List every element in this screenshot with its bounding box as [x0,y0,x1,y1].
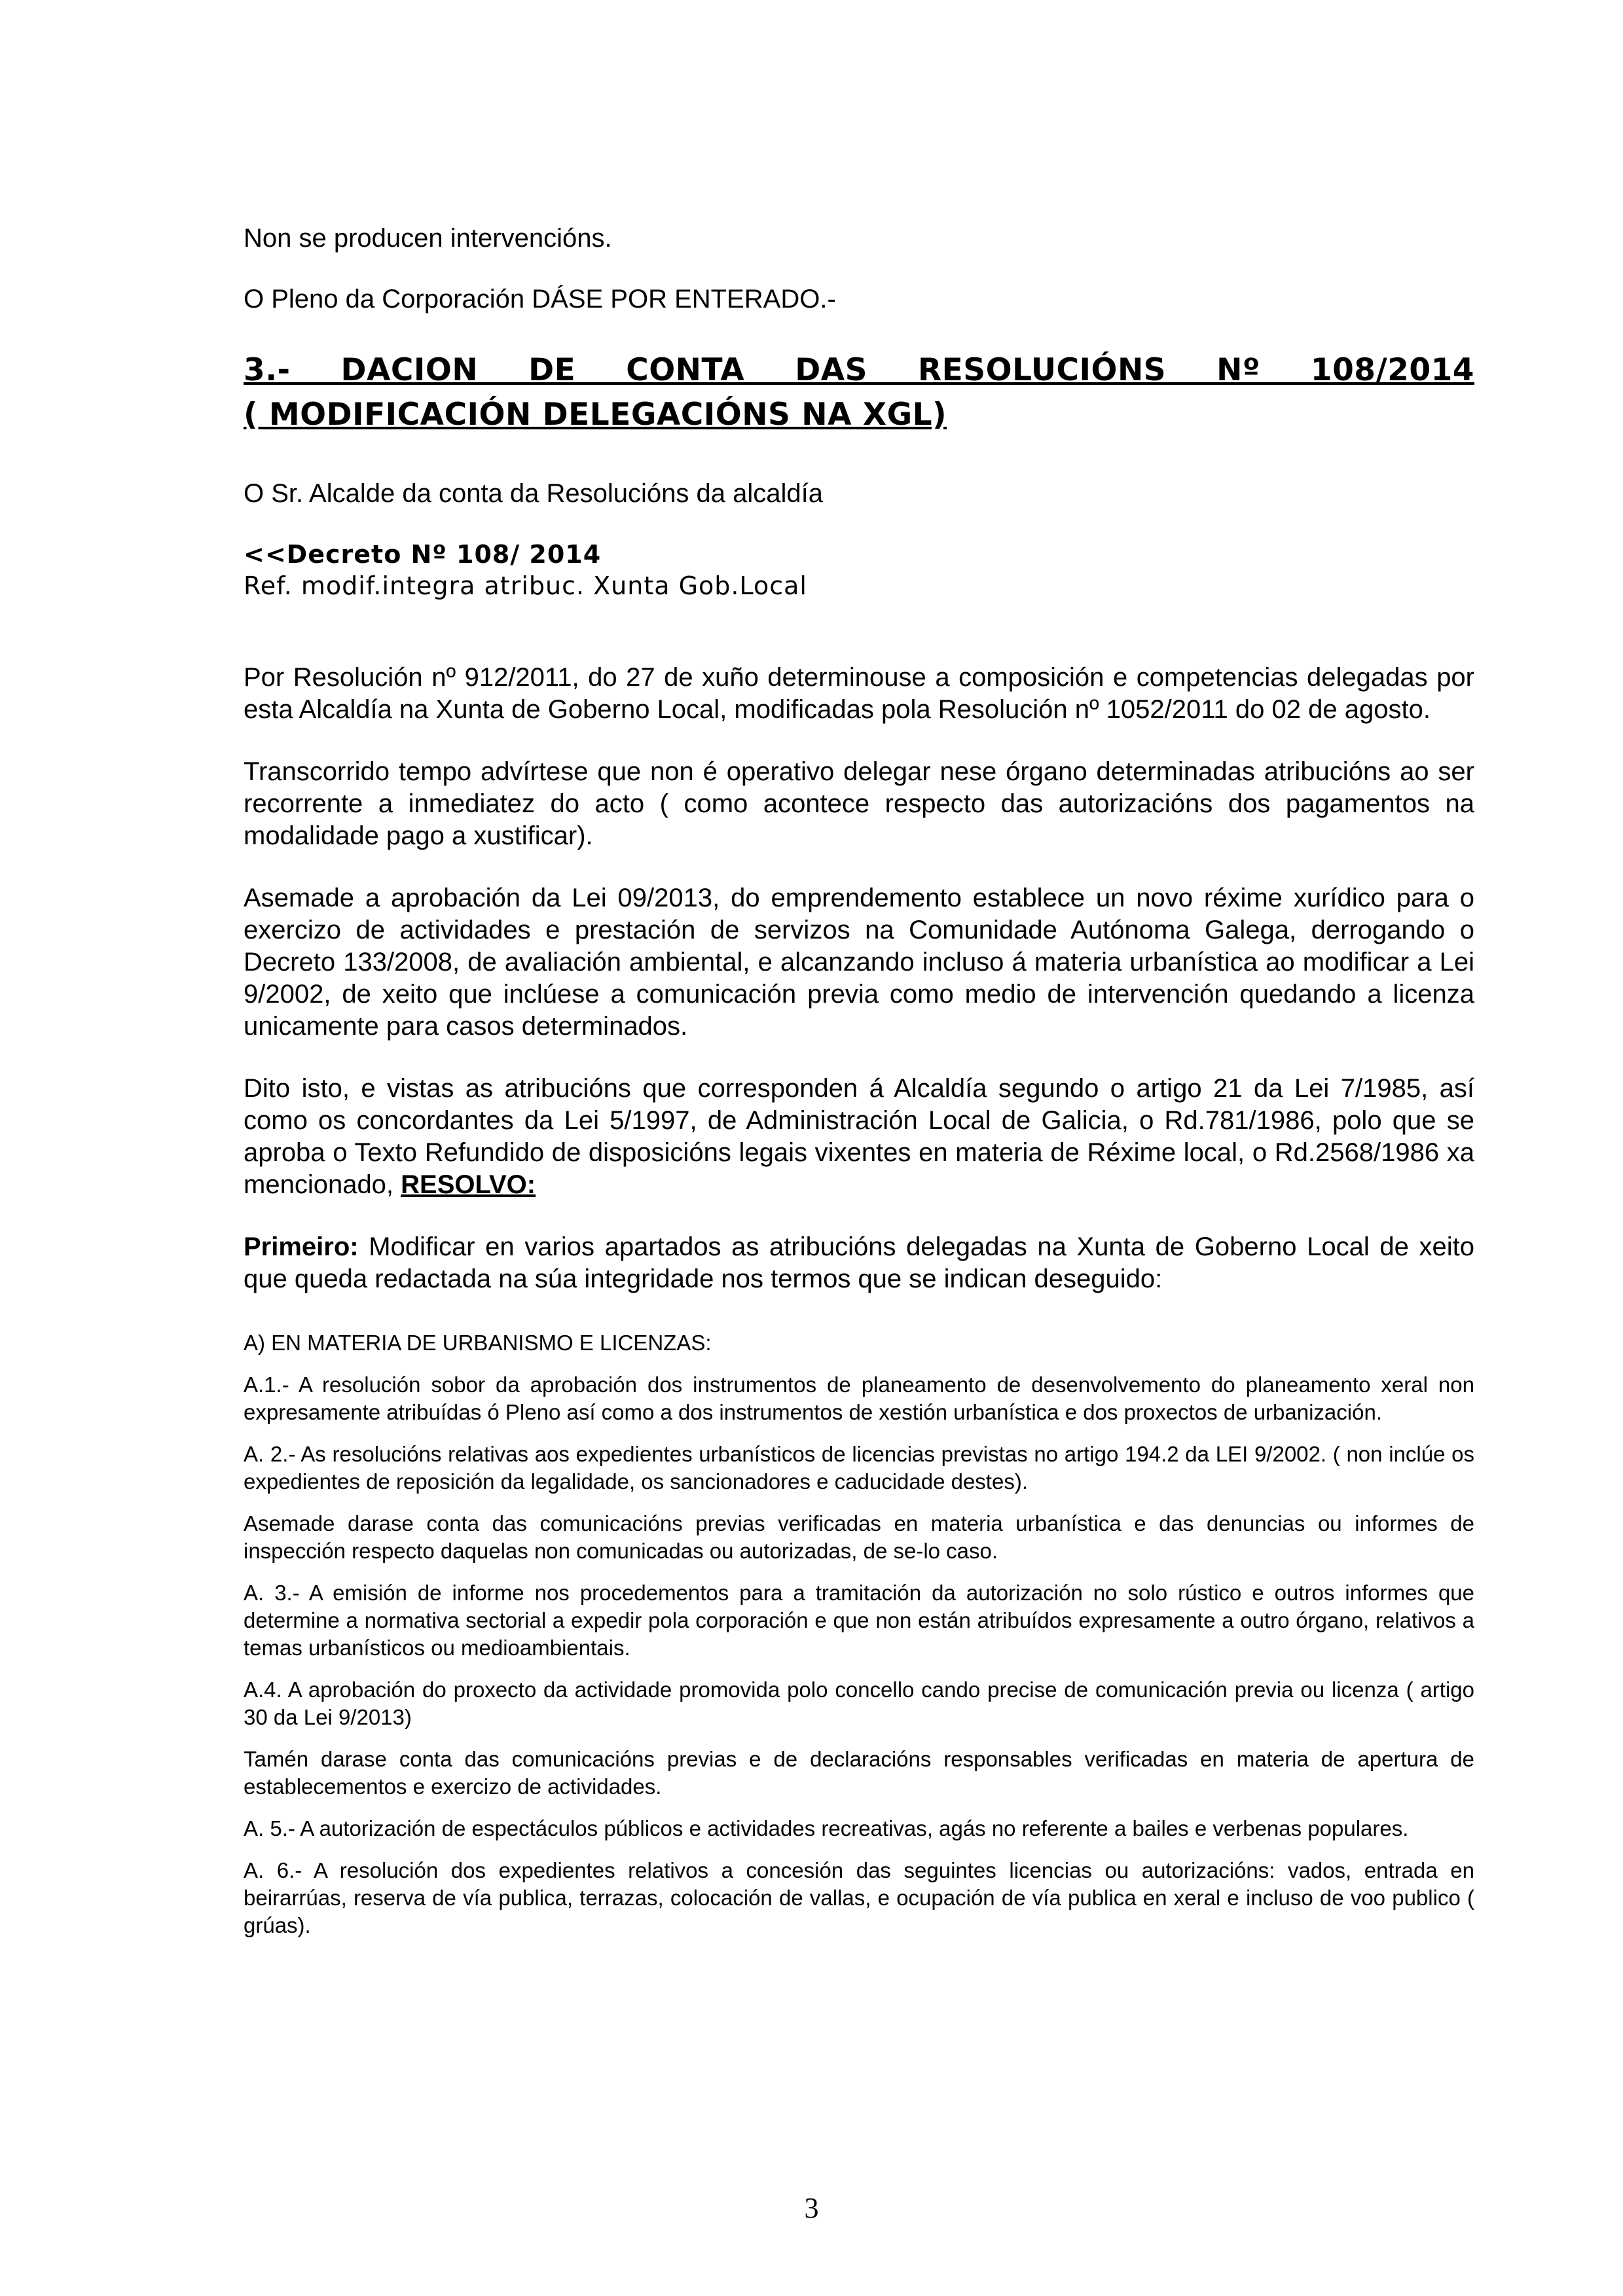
item-a6: A. 6.- A resolución dos expedientes relativos a concesión das seguintes licencias ou autorizacións: vados, entrada en beirarrúas, reserva de vía publica, terrazas, colocación de vallas, e ocupación de vía publica en xeral e incluso de voo publico ( grúas). [244,1858,1474,1937]
paragraph-4-text: Dito isto, e vistas as atribucións que corresponden á Alcaldía segundo o artigo 21 da Lei 7/1985, así como os concordantes da Lei 5/1997, de Administración Local de Galicia, o Rd.781/1986, polo que se aproba o Texto Refundido de disposicións legais vixentes en materia de Réxime local, o Rd.2568/1986 xa mencionado, [244,1074,1474,1199]
paragraph-5 [244,1231,1474,1295]
item-a4-note: Tamén darase conta das comunicacións previas e de declaracións responsables verificadas en materia de apertura de establecementos e exercizo de actividades. [244,1747,1474,1799]
item-a2-note: Asemade darase conta das comunicacións previas verificadas en materia urbanística e das denuncias ou informes de inspección respecto daquelas non comunicadas ou autorizadas, de se-lo caso. [244,1511,1474,1563]
section-a-title: A) EN MATERIA DE URBANISMO E LICENZAS: [244,1331,712,1355]
decree-title: <<Decreto Nº 108/ 2014 [244,540,602,569]
document-page [244,223,1474,1939]
item-a5: A. 5.- A autorización de espectáculos públicos e actividades recreativas, agás no referente a bailes e verbenas populares. [244,1816,1409,1840]
page-number: 3 [804,2192,819,2224]
alcalde-line: O Sr. Alcalde da conta da Resolucións da alcaldía [244,479,823,508]
intro-line-2: O Pleno da Corporación DÁSE POR ENTERADO.- [244,285,836,314]
decree-block [244,539,1474,601]
paragraph-2: Transcorrido tempo advírtese que non é operativo delegar nese órgano determinadas atribucións ao ser recorrente a inmediatez do acto ( como acontece respecto das autorizacións dos pagamentos na modalidade pago a xustificar). [244,757,1474,850]
section-heading-line-1: 3.- DACION DE CONTA DAS RESOLUCIÓNS Nº 108/2014 [244,352,1474,388]
item-a1: A.1.- A resolución sobor da aprobación dos instrumentos de planeamento de desenvolvemento do planeamento xeral non expresamente atribuídas ó Pleno así como a dos instrumentos de xestión urbanística e dos proxectos de urbanización. [244,1372,1474,1424]
paragraph-4 [244,1073,1474,1201]
paragraph-3: Asemade a aprobación da Lei 09/2013, do emprendemento establece un novo réxime xurídico para o exercizo de actividades e prestación de servizos na Comunidade Autónoma Galega, derrogando o Decreto 133/2008, de avaliación ambiental, e alcanzando incluso á materia urbanística ao modificar a Lei 9/2002, de xeito que inclúese a comunicación previa como medio de intervención quedando a licenza unicamente para casos determinados. [244,884,1474,1041]
resolvo-label: RESOLVO: [401,1170,536,1199]
item-a4-text: A.4. A aprobación do proxecto da actividade promovida polo concello cando precise de comunicación previa ou licenza [244,1677,1399,1702]
primeiro-label: Primeiro: [244,1232,359,1261]
section-heading-line-2: ( MODIFICACIÓN DELEGACIÓNS NA XGL) [244,397,947,433]
item-a3: A. 3.- A emisión de informe nos procedementos para a tramitación da autorización no solo rústico e outros informes que determine a normativa sectorial a expedir pola corporación e que non están atribuídos expresamente a outro órgano, relativos a temas urbanísticos ou medioambientais. [244,1581,1474,1660]
section-heading [244,348,1474,437]
item-a4-reference: ( artigo 30 da Lei 9/2013) [244,1677,1474,1729]
paragraph-5-text: Modificar en varios apartados as atribucións delegadas na Xunta de Goberno Local de xeito que queda redactada na súa integridade nos termos que se indican deseguido: [244,1232,1474,1293]
paragraph-1: Por Resolución nº 912/2011, do 27 de xuño determinouse a composición e competencias delegadas por esta Alcaldía na Xunta de Goberno Local, modificadas pola Resolución nº 1052/2011 do 02 de agosto. [244,663,1474,724]
intro-line-1: Non se producen intervencións. [244,224,612,253]
decree-ref: Ref. modif.integra atribuc. Xunta Gob.Local [244,571,807,600]
item-a2: A. 2.- As resolucións relativas aos expedientes urbanísticos de licencias previstas no artigo 194.2 da LEI 9/2002. ( non inclúe os expedientes de reposición da legalidade, os sancionadores e caducidade destes). [244,1442,1474,1494]
item-a4 [244,1676,1474,1731]
